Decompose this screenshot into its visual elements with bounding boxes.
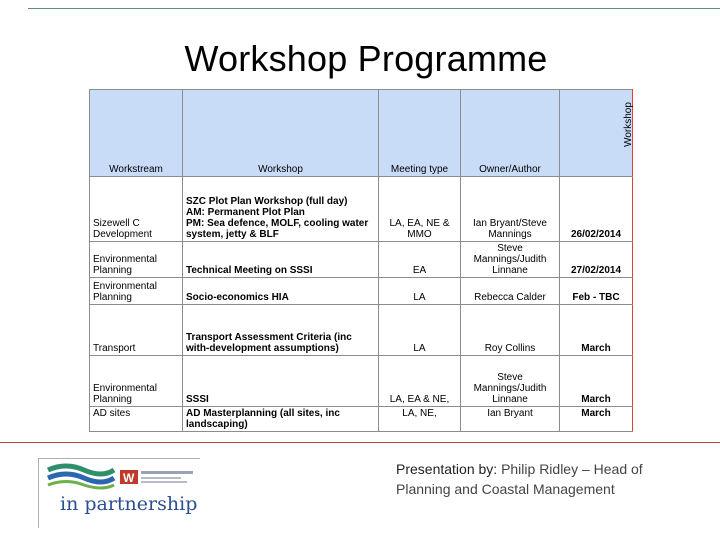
cell-owner: Ian Bryant/Steve Mannings bbox=[461, 177, 560, 242]
council-logos-icon bbox=[38, 458, 200, 498]
svg-text:W: W bbox=[123, 471, 135, 485]
footer-divider bbox=[0, 442, 720, 443]
table-row bbox=[90, 356, 633, 407]
cell-owner: Ian Bryant bbox=[461, 407, 560, 432]
partner-text: in partnership bbox=[60, 493, 198, 515]
cell-date: March bbox=[560, 356, 633, 407]
workshop-line: AM: Permanent Plot Plan bbox=[186, 207, 305, 218]
cell-workshop: Technical Meeting on SSSI bbox=[183, 242, 379, 278]
table-row bbox=[90, 278, 633, 305]
cell-meeting-type: LA bbox=[379, 305, 461, 356]
header-date bbox=[560, 90, 633, 177]
table-row bbox=[90, 305, 633, 356]
header-workshop: Workshop bbox=[183, 90, 379, 177]
table-row bbox=[90, 177, 633, 242]
cell-owner: Steve Mannings/Judith Linnane bbox=[461, 356, 560, 407]
workshop-line: PM: Sea defence, MOLF, cooling water system, jetty & BLF bbox=[186, 218, 369, 240]
header-date-label: Workshop bbox=[623, 102, 635, 147]
presenter-name: Philip Ridley – Head of Planning and Coastal Management bbox=[396, 461, 643, 497]
slide-title: Workshop Programme bbox=[184, 38, 548, 79]
table-viewport bbox=[86, 86, 636, 434]
cell-owner: Rebecca Calder bbox=[461, 278, 560, 305]
cell-meeting-type: LA, NE, bbox=[379, 407, 461, 432]
header-owner: Owner/Author bbox=[461, 90, 560, 177]
header-workstream: Workstream bbox=[90, 90, 183, 177]
cell-workstream: Transport bbox=[90, 305, 183, 356]
cell-date: 27/02/2014 bbox=[560, 242, 633, 278]
cell-date: March bbox=[560, 407, 633, 432]
workshop-table bbox=[89, 89, 633, 432]
cell-workshop bbox=[183, 177, 379, 242]
cell-date: March bbox=[560, 305, 633, 356]
cell-workstream: Sizewell C Development bbox=[90, 177, 183, 242]
header-meeting-type: Meeting type bbox=[379, 90, 461, 177]
cell-workstream: Environmental Planning bbox=[90, 278, 183, 305]
presenter-credit bbox=[396, 459, 696, 499]
top-rule bbox=[28, 8, 720, 9]
workshop-line: SZC Plot Plan Workshop (full day) bbox=[186, 196, 348, 207]
cell-date: Feb - TBC bbox=[560, 278, 633, 305]
presenter-prefix: Presentation by: bbox=[396, 461, 502, 477]
cell-workstream: Environmental Planning bbox=[90, 242, 183, 278]
cell-workshop: SSSI bbox=[183, 356, 379, 407]
table-row bbox=[90, 242, 633, 278]
table-row bbox=[90, 407, 633, 432]
cell-workstream: Environmental Planning bbox=[90, 356, 183, 407]
cell-owner: Steve Mannings/Judith Linnane bbox=[461, 242, 560, 278]
cell-meeting-type: LA bbox=[379, 278, 461, 305]
cell-meeting-type: LA, EA & NE, bbox=[379, 356, 461, 407]
cell-date: 26/02/2014 bbox=[560, 177, 633, 242]
cell-workshop: Socio-economics HIA bbox=[183, 278, 379, 305]
cell-workshop: Transport Assessment Criteria (inc with-development assumptions) bbox=[183, 305, 379, 356]
cell-workstream: AD sites bbox=[90, 407, 183, 432]
cell-workshop: AD Masterplanning (all sites, inc landscaping) bbox=[183, 407, 379, 432]
cell-meeting-type: EA bbox=[379, 242, 461, 278]
cell-meeting-type: LA, EA, NE & MMO bbox=[379, 177, 461, 242]
cell-owner: Roy Collins bbox=[461, 305, 560, 356]
